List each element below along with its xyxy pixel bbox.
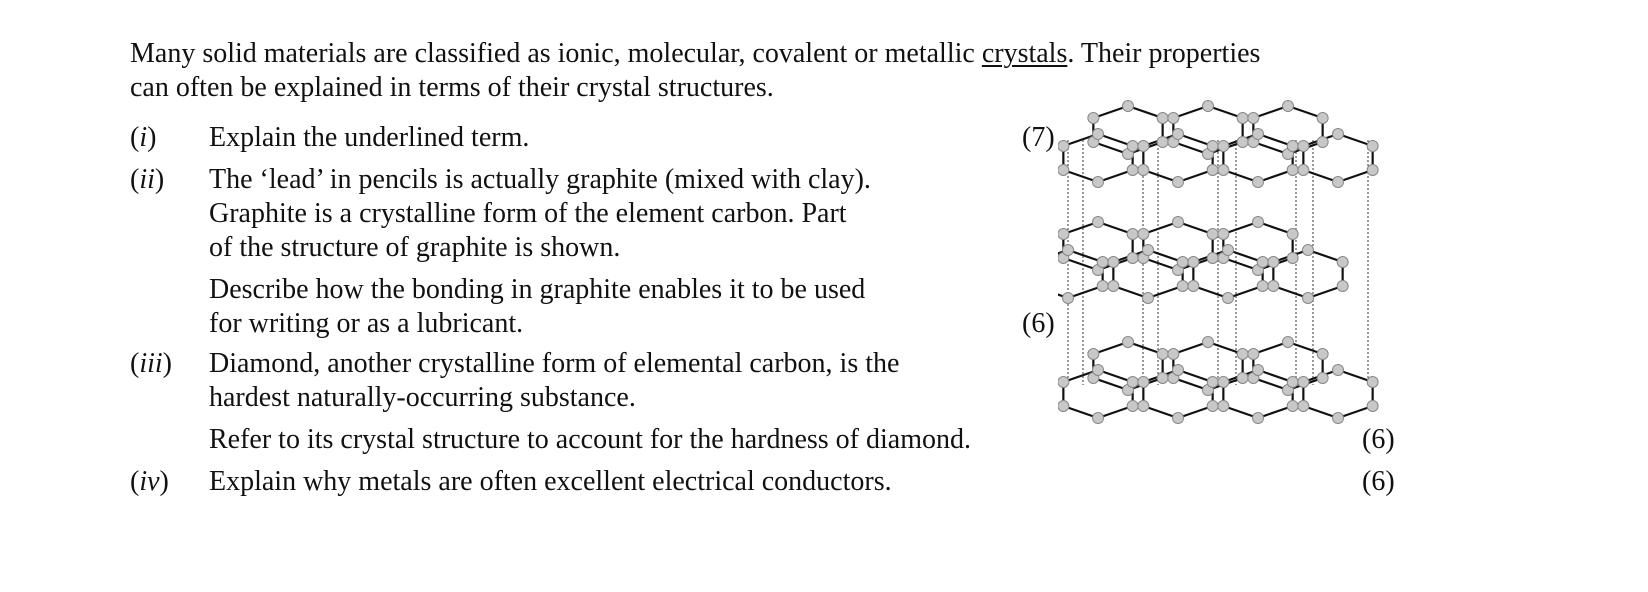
intro-line-1 <box>130 40 1260 68</box>
marks-iii: (6) <box>1362 424 1395 455</box>
part-number-iv: (iv) <box>130 466 169 497</box>
part-iv-text: Explain why metals are often excellent electrical conductors. <box>209 466 892 497</box>
part-iii-text-2: hardest naturally-occurring substance. <box>209 382 636 413</box>
part-iii-text-3: Refer to its crystal structure to account for the hardness of diamond. <box>209 424 971 455</box>
part-ii-text-4: Describe how the bonding in graphite enables it to be used <box>209 274 866 305</box>
part-number-ii: (ii) <box>130 164 165 195</box>
marks-ii: (6) <box>1022 308 1055 339</box>
marks-i: (7) <box>1022 122 1055 153</box>
underlined-term: crystals <box>981 38 1068 69</box>
part-i-text: Explain the underlined term. <box>209 122 530 153</box>
part-number-iii: (iii) <box>130 348 172 379</box>
intro-line-2: can often be explained in terms of their crystal structures. <box>130 72 774 103</box>
part-number-i: (i) <box>130 122 157 153</box>
marks-iv: (6) <box>1362 466 1395 497</box>
graphite-structure-icon <box>1058 100 1428 430</box>
part-iii-text-1: Diamond, another crystalline form of elemental carbon, is the <box>209 348 900 379</box>
intro-text: Many solid materials are classified as ionic, molecular, covalent or metallic <box>130 38 982 69</box>
intro-text: . Their properties <box>1067 38 1261 69</box>
part-ii-text-1: The ‘lead’ in pencils is actually graphite (mixed with clay). <box>209 164 871 195</box>
part-ii-text-3: of the structure of graphite is shown. <box>209 232 621 263</box>
part-ii-text-5: for writing or as a lubricant. <box>209 308 524 339</box>
part-ii-text-2: Graphite is a crystalline form of the element carbon. Part <box>209 198 847 229</box>
